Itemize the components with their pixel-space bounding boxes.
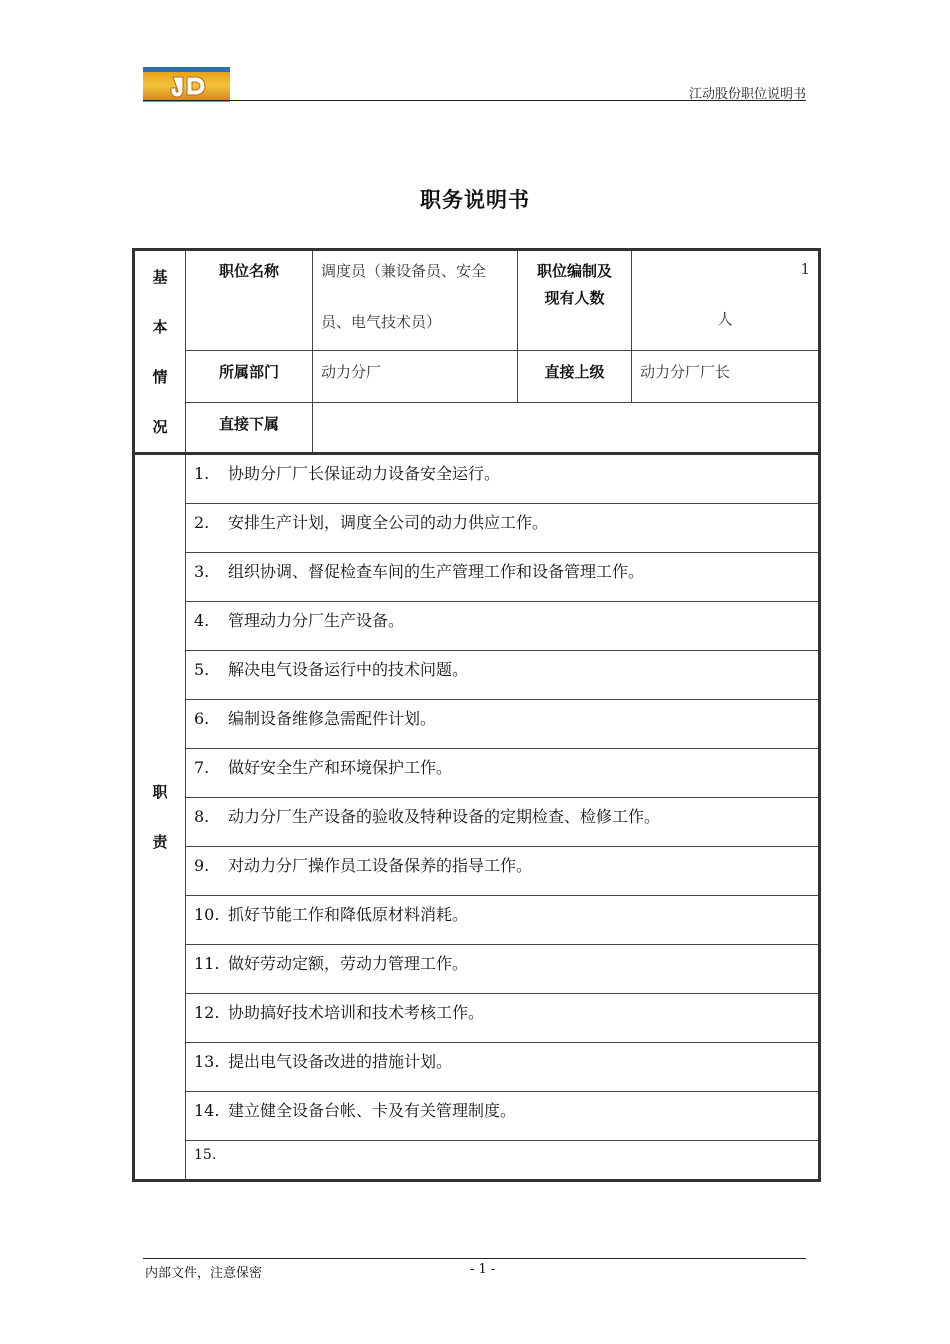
- duty-item: 6. 编制设备维修急需配件计划。: [186, 700, 820, 749]
- duty-item: 1. 协助分厂厂长保证动力设备安全运行。: [186, 454, 820, 504]
- confidential-note: 内部文件，注意保密: [145, 1266, 263, 1281]
- header-divider: [143, 100, 806, 101]
- document-title: 职务说明书: [420, 188, 530, 212]
- subordinate-value: [313, 403, 820, 454]
- headcount-label: 职位编制及 现有人数: [518, 250, 632, 351]
- duty-item: 2. 安排生产计划，调度全公司的动力供应工作。: [186, 504, 820, 553]
- headcount-value: 1 人: [632, 250, 820, 351]
- duty-item: 5. 解决电气设备运行中的技术问题。: [186, 651, 820, 700]
- company-logo: [143, 67, 230, 102]
- page-number: - 1 -: [470, 1262, 496, 1277]
- duty-item: 10. 抓好节能工作和降低原材料消耗。: [186, 896, 820, 945]
- duties-section-label: 职 责: [134, 454, 186, 1181]
- supervisor-label: 直接上级: [518, 351, 632, 403]
- subordinate-label: 直接下属: [186, 403, 313, 454]
- header-title: 江动股份职位说明书: [688, 87, 806, 102]
- duty-item: 11. 做好劳动定额，劳动力管理工作。: [186, 945, 820, 994]
- duty-item: 14. 建立健全设备台帐、卡及有关管理制度。: [186, 1092, 820, 1141]
- basic-info-section-label: 基 本 情 况: [134, 250, 186, 454]
- position-name-value: 调度员（兼设备员、安全 员、电气技术员）: [313, 250, 518, 351]
- duty-item: 4. 管理动力分厂生产设备。: [186, 602, 820, 651]
- duty-item: 12. 协助搞好技术培训和技术考核工作。: [186, 994, 820, 1043]
- position-name-label: 职位名称: [186, 250, 313, 351]
- duty-item: 7. 做好安全生产和环境保护工作。: [186, 749, 820, 798]
- department-label: 所属部门: [186, 351, 313, 403]
- job-description-table: [132, 248, 821, 1182]
- duty-item: 3. 组织协调、督促检查车间的生产管理工作和设备管理工作。: [186, 553, 820, 602]
- duty-item: 15.: [186, 1141, 820, 1181]
- footer-divider: [143, 1258, 806, 1259]
- supervisor-value: 动力分厂厂长: [632, 351, 820, 403]
- duty-item: 9. 对动力分厂操作员工设备保养的指导工作。: [186, 847, 820, 896]
- department-value: 动力分厂: [313, 351, 518, 403]
- duty-item: 13. 提出电气设备改进的措施计划。: [186, 1043, 820, 1092]
- duty-item: 8. 动力分厂生产设备的验收及特种设备的定期检查、检修工作。: [186, 798, 820, 847]
